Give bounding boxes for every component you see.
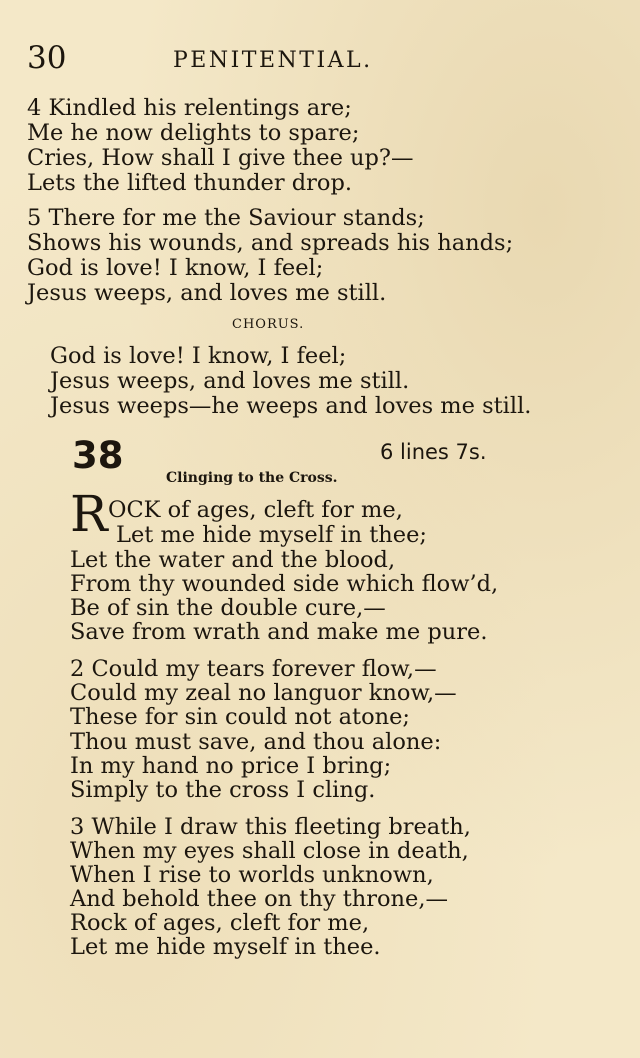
verse-line: Let me hide myself in thee;: [116, 522, 427, 548]
chorus-label: CHORUS.: [232, 317, 305, 332]
verse-line: Shows his wounds, and spreads his hands;: [27, 230, 514, 256]
hymn-title: Clinging to the Cross.: [166, 470, 338, 486]
verse-line: When my eyes shall close in death,: [70, 838, 469, 864]
verse-line: Thou must save, and thou alone:: [70, 729, 442, 755]
verse-line: Let me hide myself in thee.: [70, 934, 381, 960]
chorus-line: Jesus weeps, and loves me still.: [50, 368, 410, 394]
verse-line: God is love! I know, I feel;: [27, 255, 324, 281]
verse-line: When I rise to worlds unknown,: [70, 862, 434, 888]
drop-cap: R: [70, 485, 108, 543]
chorus-line: God is love! I know, I feel;: [50, 343, 347, 369]
verse-line: These for sin could not atone;: [70, 704, 411, 730]
verse-line: Save from wrath and make me pure.: [70, 619, 488, 645]
verse-line: Jesus weeps, and loves me still.: [27, 280, 387, 306]
verse-line: In my hand no price I bring;: [70, 753, 392, 779]
verse-line: Lets the lifted thunder drop.: [27, 170, 353, 196]
verse-line: From thy wounded side which flow’d,: [70, 571, 499, 597]
verse-line: 3 While I draw this fleeting breath,: [70, 814, 471, 840]
running-title: PENITENTIAL.: [173, 48, 373, 73]
verse-line: Simply to the cross I cling.: [70, 777, 376, 803]
verse-line: 2 Could my tears forever flow,—: [70, 656, 437, 682]
verse-line: And behold thee on thy throne,—: [70, 886, 448, 912]
chorus-line: Jesus weeps—he weeps and loves me still.: [50, 393, 532, 419]
verse-line: Let the water and the blood,: [70, 547, 396, 573]
hymn-meter: 6 lines 7s.: [380, 440, 487, 464]
verse-line: 5 There for me the Saviour stands;: [27, 205, 425, 231]
verse-line: Rock of ages, cleft for me,: [70, 910, 370, 936]
verse-line: 4 Kindled his relentings are;: [27, 95, 352, 121]
verse-line: Me he now delights to spare;: [27, 120, 360, 146]
verse-line: Could my zeal no languor know,—: [70, 680, 457, 706]
verse-line: Cries, How shall I give thee up?—: [27, 145, 414, 171]
verse-line: Be of sin the double cure,—: [70, 595, 386, 621]
verse-line: OCK of ages, cleft for me,: [108, 497, 403, 523]
page-number: 30: [27, 40, 67, 76]
hymn-number: 38: [72, 434, 124, 477]
